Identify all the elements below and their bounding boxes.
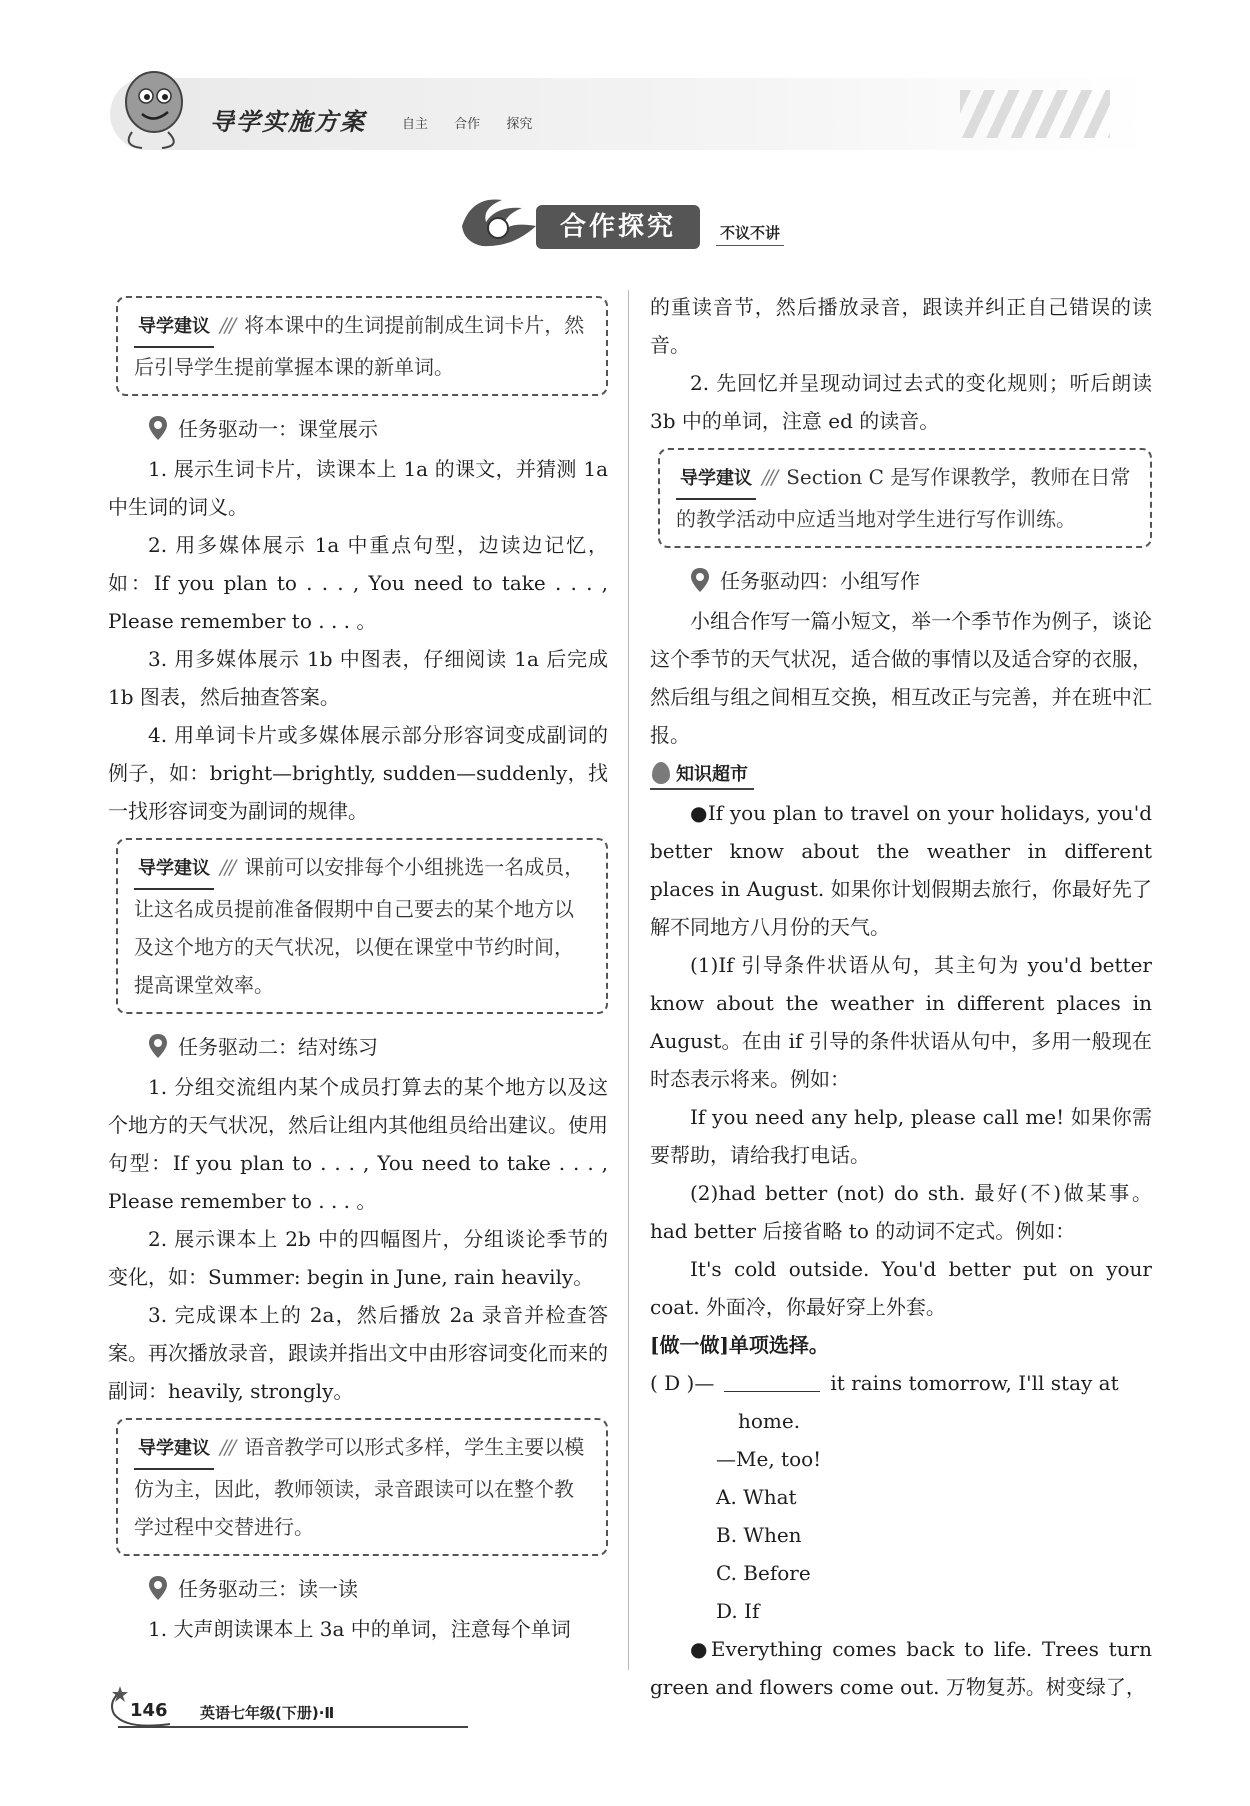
task-heading-text: 任务驱动一：课堂展示 [178, 417, 378, 441]
tip-slash: /// [220, 1435, 235, 1459]
tip-slash: /// [220, 855, 235, 879]
exercise-question-cont: home. [738, 1409, 801, 1433]
task-heading [148, 410, 608, 448]
exercise-options [716, 1478, 1152, 1630]
task-item: 3. 完成课本上的 2a，然后播放 2a 录音并检查答案。再次播放录音，跟读并指出文中由形容词变化而来的副词：heavily, strongly。 [108, 1303, 608, 1403]
location-pin-icon [148, 1575, 168, 1601]
tip-label: 导学建议 [134, 308, 214, 348]
task-heading [690, 562, 1152, 600]
knowledge-paragraph: ●If you plan to travel on your holidays, you'd better know about the weather in different places in August. 如果你计划假期去旅行，你最好先了解不同地方八月份的天气。 [650, 801, 1152, 939]
option: B. When [716, 1523, 802, 1547]
tip-box [116, 838, 608, 1014]
leaf-icon [652, 762, 670, 784]
header-tag: 探究 [506, 117, 533, 132]
tip-slash: /// [762, 465, 777, 489]
option: A. What [716, 1485, 797, 1509]
header-tag: 自主 [402, 117, 429, 132]
right-column [650, 288, 1152, 1706]
task-item: 1. 分组交流组内某个成员打算去的某个地方以及这个地方的天气状况，然后让组内其他组员给出建议。使用句型：If you plan to . . . , You need to take . . . , Please remember to . . . 。 [108, 1075, 608, 1213]
task-heading-text: 任务驱动二：结对练习 [178, 1035, 378, 1059]
tip-text: 课前可以安排每个小组挑选一名成员，让这名成员提前准备假期中自己要去的某个地方以及这个地方的天气状况，以便在课堂中节约时间，提高课堂效率。 [134, 855, 585, 997]
footer-line [118, 1726, 468, 1728]
tip-slash: /// [220, 313, 235, 337]
task-heading-text: 任务驱动三：读一读 [178, 1577, 358, 1601]
column-divider [628, 290, 629, 1670]
tip-label: 导学建议 [134, 850, 214, 890]
knowledge-heading [650, 760, 754, 790]
flame-emblem-icon [452, 186, 542, 256]
task-text: 小组合作写一篇小短文，举一个季节作为例子，谈论这个季节的天气状况，适合做的事情以及适合穿的衣服，然后组与组之间相互交换，相互改正与完善，并在班中汇报。 [650, 609, 1152, 747]
section-subtitle: 不议不讲 [716, 222, 784, 246]
header-title: 导学实施方案 [210, 108, 366, 136]
task-heading [148, 1570, 608, 1608]
knowledge-paragraph: ●Everything comes back to life. Trees turn green and flowers come out. 万物复苏。树变绿了， [650, 1637, 1152, 1699]
task-item: 2. 先回忆并呈现动词过去式的变化规则；听后朗读 3b 中的单词，注意 ed 的读音。 [650, 371, 1152, 433]
location-pin-icon [148, 415, 168, 441]
book-title: 英语七年级(下册)·Ⅱ [200, 1704, 335, 1722]
task-item: 2. 展示课本上 2b 中的四幅图片，分组谈论季节的变化，如：Summer: begin in June, rain heavily。 [108, 1227, 608, 1289]
page-number: 146 [130, 1700, 168, 1721]
left-column [108, 288, 608, 1648]
header-tag: 合作 [454, 117, 481, 132]
section-title: 合作探究 [536, 205, 700, 249]
exercise-question [650, 1364, 1152, 1402]
knowledge-paragraph: (1)If 引导条件状语从句，其主句为 you'd better know about the weather in different places in August。在由 if 引导的条件状语从句中，多用一般现在时态表示将来。例如： [650, 953, 1152, 1091]
task-item: 3. 用多媒体展示 1b 中图表，仔细阅读 1a 后完成 1b 图表，然后抽查答案。 [108, 647, 608, 709]
tip-box [116, 1418, 608, 1556]
header-tags [402, 113, 554, 132]
header-stripes [960, 90, 1110, 138]
exercise-reply: —Me, too! [716, 1447, 822, 1471]
tip-box [658, 448, 1152, 548]
exercise-label: [做一做]单项选择。 [650, 1333, 829, 1357]
tip-box [116, 296, 608, 396]
tip-label: 导学建议 [676, 460, 756, 500]
task-heading-text: 任务驱动四：小组写作 [720, 569, 920, 593]
mascot-icon [112, 62, 192, 152]
option: D. If [716, 1599, 760, 1623]
tip-label: 导学建议 [134, 1430, 214, 1470]
task-item: 4. 用单词卡片或多媒体展示部分形容词变成副词的例子，如：bright—brightly, sudden—suddenly，找一找形容词变为副词的规律。 [108, 723, 608, 823]
task-item: 2. 用多媒体展示 1a 中重点句型，边读边记忆，如：If you plan to . . . , You need to take . . . , Please remember to . . . 。 [108, 533, 608, 633]
task-heading [148, 1028, 608, 1066]
answer-blank [724, 1371, 820, 1392]
location-pin-icon [148, 1033, 168, 1059]
task-item: 1. 大声朗读课本上 3a 中的单词，注意每个单词 [148, 1617, 571, 1641]
knowledge-heading-text: 知识超市 [676, 764, 748, 785]
tip-text: 语音教学可以形式多样，学生主要以模仿为主，因此，教师领读，录音跟读可以在整个教学过程中交替进行。 [134, 1435, 585, 1539]
tip-text: 将本课中的生词提前制成生词卡片，然后引导学生提前掌握本课的新单词。 [134, 313, 585, 379]
location-pin-icon [690, 567, 710, 593]
task-item: 1. 展示生词卡片，读课本上 1a 的课文，并猜测 1a 中生词的词义。 [108, 457, 608, 519]
exercise-question-text: it rains tomorrow, I'll stay at [830, 1371, 1119, 1395]
knowledge-paragraph: It's cold outside. You'd better put on your coat. 外面冷，你最好穿上外套。 [650, 1257, 1152, 1319]
task-item-continued: 的重读音节，然后播放录音，跟读并纠正自己错误的读音。 [650, 295, 1152, 357]
knowledge-paragraph: (2)had better (not) do sth. 最好(不)做某事。had better 后接省略 to 的动词不定式。例如： [650, 1181, 1152, 1243]
tip-text: Section C 是写作课教学，教师在日常的教学活动中应适当地对学生进行写作训练。 [676, 465, 1131, 531]
knowledge-paragraph: If you need any help, please call me! 如果你需要帮助，请给我打电话。 [650, 1105, 1152, 1167]
exercise-answer: ( D )— [650, 1371, 715, 1395]
option: C. Before [716, 1561, 811, 1585]
